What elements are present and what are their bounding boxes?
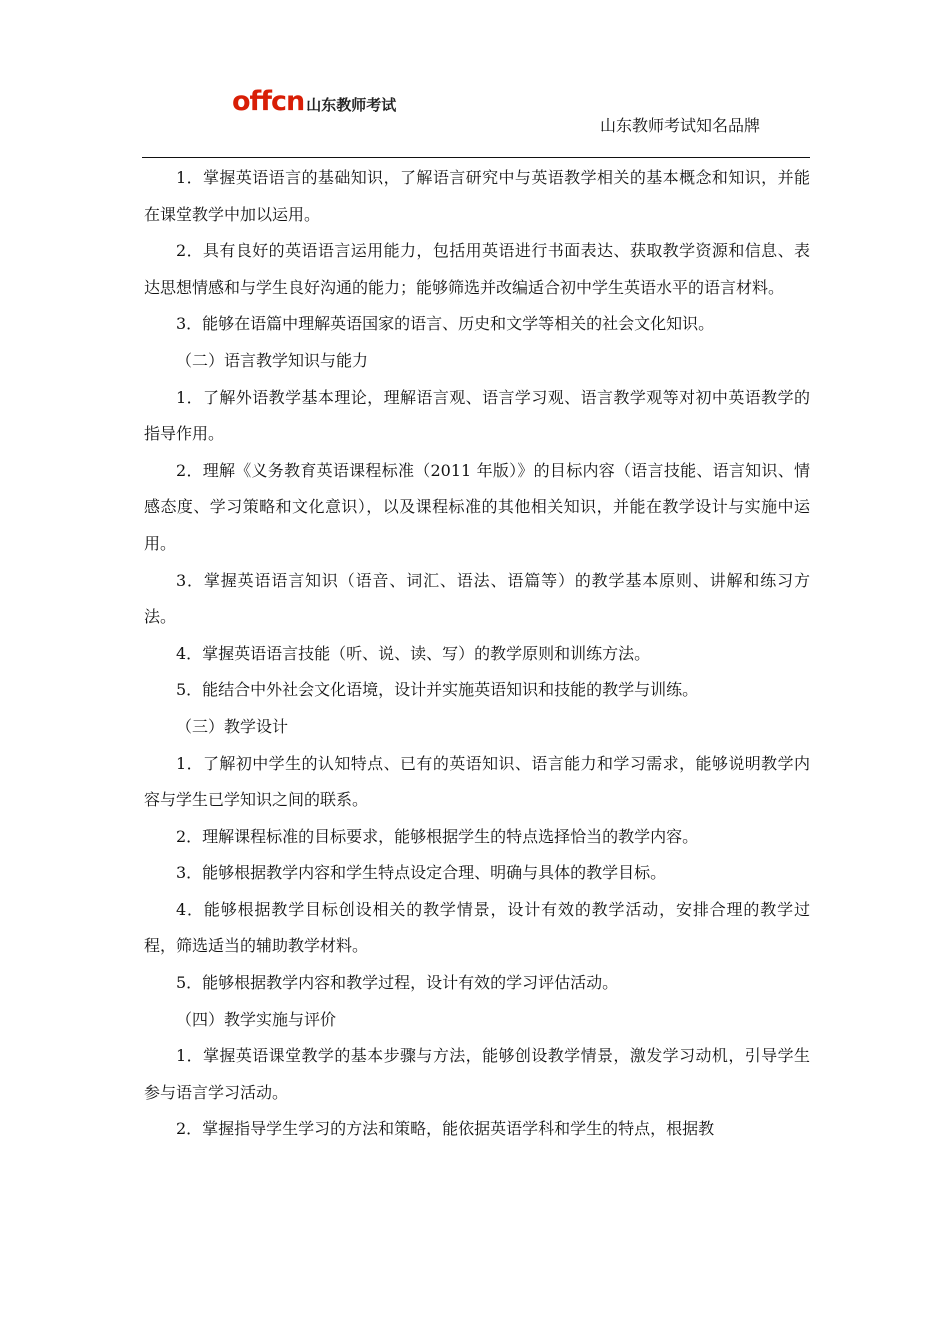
paragraph: 2．理解课程标准的目标要求，能够根据学生的特点选择恰当的教学内容。	[176, 826, 699, 846]
paragraph: 4．能够根据教学目标创设相关的教学情景，设计有效的教学活动，安排合理的教学过程，筛选适当的辅助教学材料。	[144, 899, 810, 956]
paragraph: 3．掌握英语语言知识（语音、词汇、语法、语篇等）的教学基本原则、讲解和练习方法。	[144, 570, 810, 627]
header-slogan: 山东教师考试知名品牌	[600, 116, 761, 135]
paragraph: 3．能够根据教学内容和学生特点设定合理、明确与具体的教学目标。	[176, 863, 667, 883]
paragraph: 1．掌握英语语言的基础知识，了解语言研究中与英语教学相关的基本概念和知识，并能在课堂教学中加以运用。	[144, 168, 810, 224]
document-body	[144, 160, 810, 1148]
offcn-logo	[232, 84, 396, 118]
paragraph: 2．理解《义务教育英语课程标准（2011 年版）》的目标内容（语言技能、语言知识、情感态度、学习策略和文化意识），以及课程标准的其他相关知识，并能在教学设计与实施中运用。	[144, 460, 810, 553]
paragraph: 3．能够在语篇中理解英语国家的语言、历史和文学等相关的社会文化知识。	[176, 314, 715, 334]
paragraph: 2．具有良好的英语语言运用能力，包括用英语进行书面表达、获取教学资源和信息、表达思想情感和与学生良好沟通的能力；能够筛选并改编适合初中学生英语水平的语言材料。	[144, 241, 810, 297]
paragraph: 5．能够根据教学内容和教学过程，设计有效的学习评估活动。	[176, 973, 619, 993]
paragraph: 1．掌握英语课堂教学的基本步骤与方法，能够创设教学情景，激发学习动机，引导学生参与语言学习活动。	[144, 1046, 810, 1102]
paragraph: 4．掌握英语语言技能（听、说、读、写）的教学原则和训练方法。	[176, 643, 651, 663]
header-divider	[142, 157, 810, 158]
paragraph: 1．了解初中学生的认知特点、已有的英语知识、语言能力和学习需求，能够说明教学内容与学生已学知识之间的联系。	[144, 753, 810, 810]
paragraph: 5．能结合中外社会文化语境，设计并实施英语知识和技能的教学与训练。	[176, 680, 699, 700]
paragraph: 2．掌握指导学生学习的方法和策略，能依据英语学科和学生的特点，根据教	[176, 1119, 715, 1139]
section-heading: （二）语言教学知识与能力	[176, 350, 369, 370]
logo-text: 山东教师考试	[306, 95, 397, 114]
section-heading: （四）教学实施与评价	[176, 1009, 337, 1029]
logo-mark: offcn	[232, 85, 305, 117]
paragraph: 1．了解外语教学基本理论，理解语言观、语言学习观、语言教学观等对初中英语教学的指导作用。	[144, 387, 810, 444]
section-heading: （三）教学设计	[176, 716, 289, 736]
